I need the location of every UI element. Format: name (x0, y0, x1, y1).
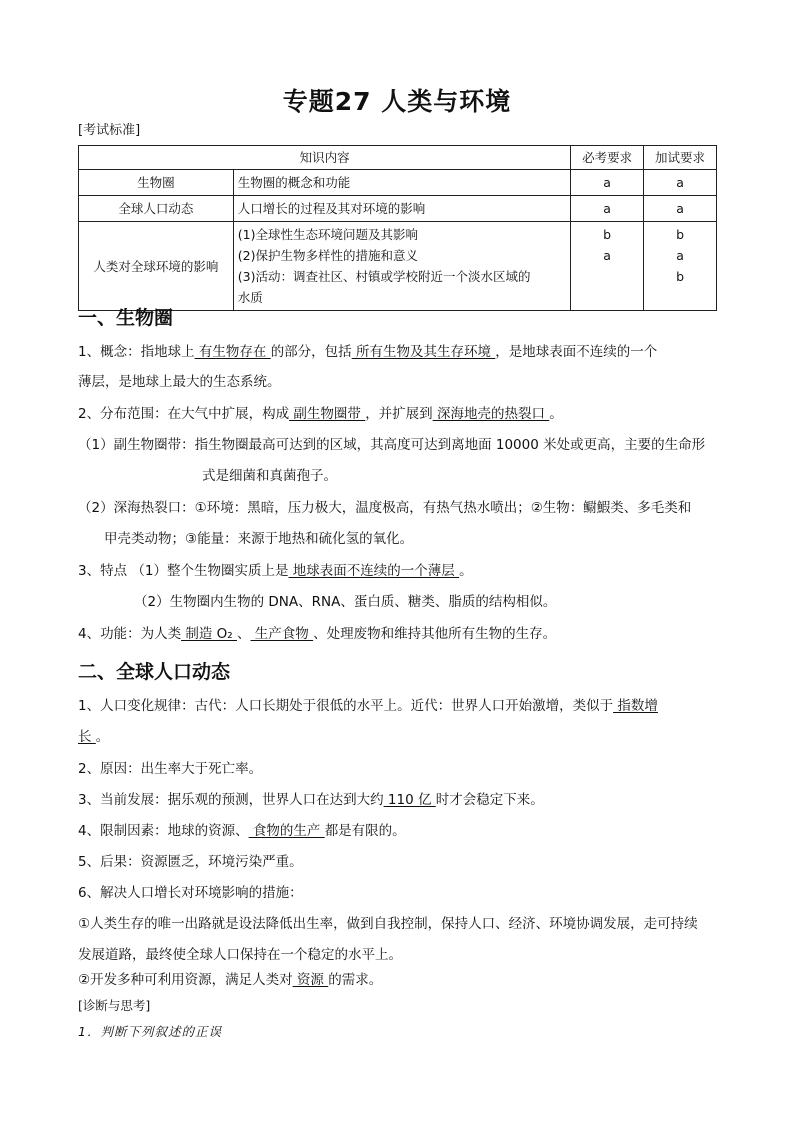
exam-standard-table (78, 145, 717, 311)
section-heading-biosphere: 一、生物圈 (78, 307, 174, 329)
paragraph-population-pattern-cont: 长 。 (78, 729, 110, 745)
paragraph-measure-2: ②开发多种可利用资源，满足人类对 资源 的需求。 (78, 972, 383, 988)
paragraph-distribution: 2、分布范围：在大气中扩展，构成 副生物圈带 ，并扩展到 深海地壳的热裂口 。 (78, 406, 563, 422)
paragraph-features-2: （2）生物圈内生物的 DNA、RNA、蛋白质、糖类、脂质的结构相似。 (134, 594, 557, 610)
paragraph-population-pattern: 1、人口变化规律：古代：人口长期处于很低的水平上。近代：世界人口开始激增，类似于 指数增 (78, 698, 658, 714)
paragraph-concept: 1、概念：指地球上 有生物存在 的部分，包括 所有生物及其生存环境 ，是地球表面不连续的一个 (78, 344, 658, 360)
table-row (79, 222, 717, 311)
paragraph-measure-1: ①人类生存的唯一出路就是设法降低出生率，做到自我控制，保持人口、经济、环境协调发展，走可持续 (78, 916, 698, 932)
required-value: a (603, 248, 611, 263)
table-cell-topic: 人类对全球环境的影响 (79, 222, 234, 311)
paragraph-consequence: 5、后果：资源匮乏，环境污染严重。 (78, 854, 303, 870)
paragraph-hydrothermal-vent: （2）深海热裂口：①环境：黑暗，压力极大，温度极高，有热气热水喷出；②生物：鳚鰕类、多毛类和 (78, 500, 692, 516)
table-row (79, 196, 717, 222)
paragraph-parabiosphere-cont: 式是细菌和真菌孢子。 (202, 468, 337, 484)
advanced-value: b (676, 269, 684, 284)
paragraph-measures: 6、解决人口增长对环境影响的措施： (78, 885, 303, 901)
paragraph-concept-cont: 薄层，是地球上最大的生态系统。 (78, 374, 281, 390)
paragraph-hydrothermal-vent-cont: 甲壳类动物；③能量：来源于地热和硫化氢的氧化。 (104, 531, 414, 547)
table-cell-content: 生物圈的概念和功能 (233, 170, 570, 196)
advanced-value: a (676, 248, 684, 263)
table-header-content: 知识内容 (79, 146, 571, 170)
table-header-advanced: 加试要求 (644, 146, 717, 170)
table-cell-content (233, 222, 570, 311)
page-title: 专题27 人类与环境 (282, 87, 512, 116)
table-row (79, 170, 717, 196)
content-line: (2)保护生物多样性的措施和意义 (237, 248, 418, 263)
exam-standard-label: [考试标准] (78, 123, 141, 138)
table-cell-content: 人口增长的过程及其对环境的影响 (233, 196, 570, 222)
table-cell-topic: 全球人口动态 (79, 196, 234, 222)
paragraph-features: 3、特点 （1）整个生物圈实质上是 地球表面不连续的一个薄层 。 (78, 563, 473, 579)
content-line: (3)活动：调查社区、村镇或学校附近一个淡水区域的 (237, 269, 531, 284)
paragraph-cause: 2、原因：出生率大于死亡率。 (78, 761, 263, 777)
paragraph-parabiosphere: （1）副生物圈带：指生物圈最高可达到的区域，其高度可达到离地面 10000 米处或更高，主要的生命形 (78, 437, 706, 453)
paragraph-limits: 4、限制因素：地球的资源、 食物的生产 都是有限的。 (78, 823, 406, 839)
paragraph-measure-1-cont: 发展道路，最终使全球人口保持在一个稳定的水平上。 (78, 947, 402, 963)
table-cell-required: a (571, 196, 644, 222)
table-cell-topic: 生物圈 (79, 170, 234, 196)
table-cell-advanced (644, 222, 717, 311)
question-1: 1．判断下列叙述的正误 (78, 1024, 222, 1039)
table-cell-required: a (571, 170, 644, 196)
table-cell-required (571, 222, 644, 311)
table-cell-advanced: a (644, 170, 717, 196)
paragraph-development: 3、当前发展：据乐观的预测，世界人口在达到大约 110 亿 时才会稳定下来。 (78, 792, 544, 808)
table-header-required: 必考要求 (571, 146, 644, 170)
content-line: 水质 (237, 290, 263, 305)
content-line: (1)全球性生态环境问题及其影响 (237, 227, 418, 242)
diagnosis-label: [诊断与思考] (78, 998, 151, 1013)
table-cell-advanced: a (644, 196, 717, 222)
table-header-row (79, 146, 717, 170)
required-value: b (603, 227, 612, 242)
advanced-value: b (676, 227, 684, 242)
section-heading-population: 二、全球人口动态 (78, 661, 231, 683)
paragraph-function: 4、功能：为人类 制造 O₂ 、 生产食物 、处理废物和维持其他所有生物的生存。 (78, 626, 557, 642)
